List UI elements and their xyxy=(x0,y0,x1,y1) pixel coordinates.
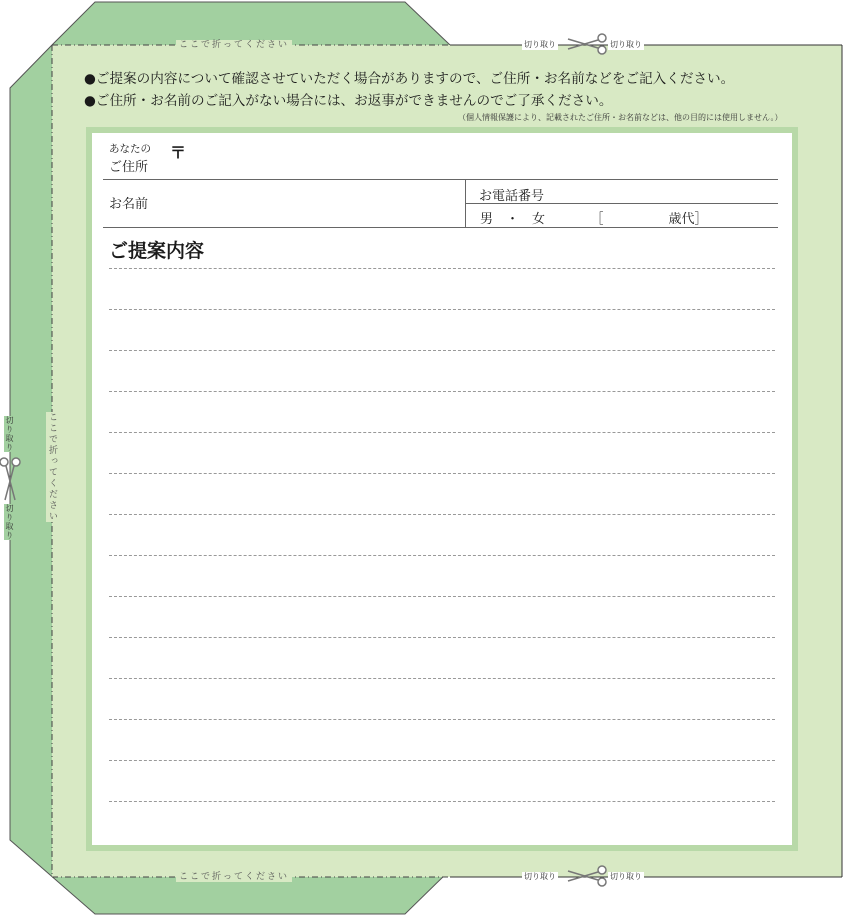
writing-line xyxy=(109,719,775,720)
phone-field[interactable] xyxy=(560,182,775,202)
instruction-notes xyxy=(84,68,734,112)
address-label-line2: ご住所 xyxy=(109,160,149,175)
address-field[interactable] xyxy=(190,140,775,176)
address-label-line1: あなたの xyxy=(109,143,151,155)
postal-mark: 〒 xyxy=(170,143,187,162)
name-divider xyxy=(103,227,778,228)
writing-line xyxy=(109,596,775,597)
note-line: ●ご住所・お名前のご記入がない場合には、お返事ができませんのでご了承ください。 xyxy=(84,93,613,109)
proposal-text-area[interactable] xyxy=(109,262,775,807)
proposal-title: ご提案内容 xyxy=(109,240,205,262)
gender-age-row[interactable]: 男 ・ 女 ［ 歳代］ xyxy=(480,212,708,227)
cut-label-bottom-left: 切り取り xyxy=(524,872,556,881)
name-field[interactable] xyxy=(160,182,460,226)
name-label: お名前 xyxy=(109,197,149,212)
fold-label-bottom: ここで折ってください xyxy=(176,872,292,882)
writing-line xyxy=(109,391,775,392)
privacy-note: （個人情報保護により、記載されたご住所・お名前などは、他の目的には使用しません。） xyxy=(458,113,783,122)
phone-divider xyxy=(465,203,778,204)
cut-label-bottom-right: 切り取り xyxy=(610,872,642,881)
phone-label: お電話番号 xyxy=(479,189,545,204)
writing-line xyxy=(109,350,775,351)
note-line: ●ご提案の内容について確認させていただく場合がありますので、ご住所・お名前などをご記入ください。 xyxy=(84,71,735,87)
writing-line xyxy=(109,268,775,269)
address-divider xyxy=(103,179,778,180)
writing-line xyxy=(109,555,775,556)
writing-line xyxy=(109,678,775,679)
fold-label-left: ここで折ってください xyxy=(47,412,57,522)
writing-line xyxy=(109,637,775,638)
cut-label-left-bottom: 切り取り xyxy=(5,504,14,540)
writing-line xyxy=(109,514,775,515)
writing-line xyxy=(109,801,775,802)
cut-label-left-top: 切り取り xyxy=(5,416,14,452)
cut-label-top-left: 切り取り xyxy=(524,40,556,49)
writing-line xyxy=(109,309,775,310)
writing-line xyxy=(109,432,775,433)
cut-label-top-right: 切り取り xyxy=(610,40,642,49)
fold-label-top: ここで折ってください xyxy=(176,40,292,50)
writing-line xyxy=(109,473,775,474)
writing-line xyxy=(109,760,775,761)
